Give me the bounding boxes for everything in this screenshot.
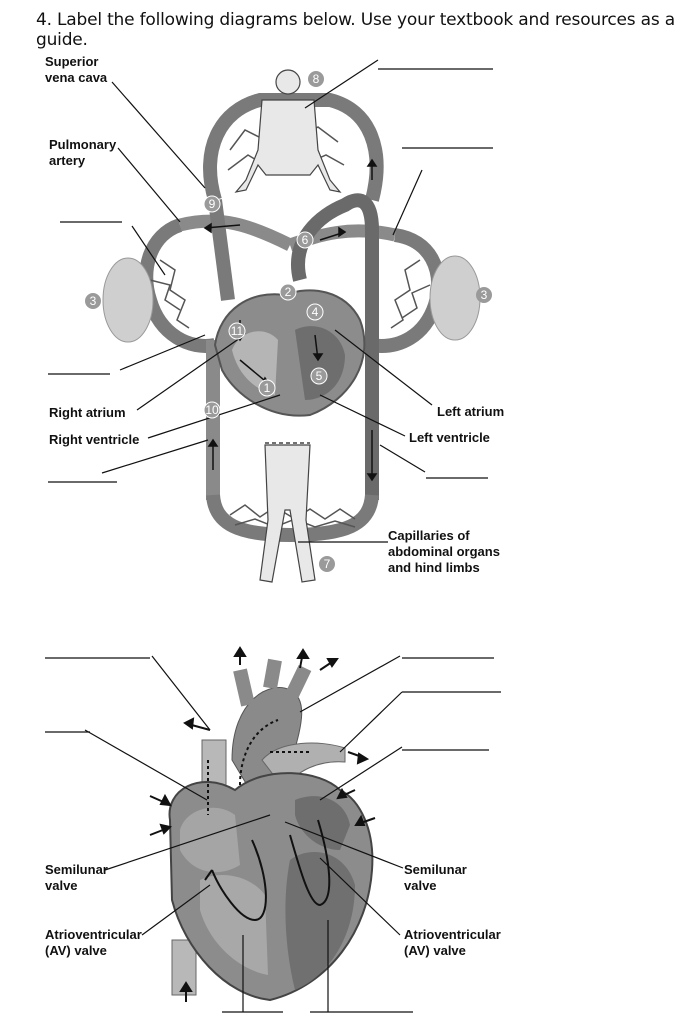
aorta	[232, 688, 302, 790]
badge-1	[259, 380, 275, 396]
left-atrium-chamber	[295, 796, 350, 850]
badge-4	[307, 304, 323, 320]
label-av-valve-left: Atrioventricular (AV) valve	[45, 927, 142, 958]
badge-5	[311, 368, 327, 384]
right-ventricle-chamber	[200, 875, 268, 975]
badge-7	[308, 71, 324, 87]
badge-2-text: 2	[284, 285, 292, 299]
label-left-atrium: Left atrium	[437, 404, 505, 419]
badge-8	[319, 556, 335, 572]
badge-5-text: 5	[315, 369, 323, 383]
label-pulmonary-artery: Pulmonary artery	[49, 137, 117, 168]
badge-1-text: 1	[263, 381, 271, 395]
label-right-ventricle: Right ventricle	[49, 432, 140, 447]
badge-9	[204, 196, 220, 212]
aorta-branches	[240, 660, 305, 705]
badge-3-right-text: 3	[480, 288, 488, 302]
left-ventricle-chamber	[285, 852, 355, 990]
label-semilunar-valve-right: Semilunar valve	[404, 862, 467, 893]
badge-3-left	[85, 293, 101, 309]
label-av-valve-right: Atrioventricular (AV) valve	[404, 927, 501, 958]
pulmonary-loop-left	[146, 225, 215, 346]
lung-left	[103, 258, 153, 342]
label-right-atrium: Right atrium	[49, 405, 126, 420]
badge-3-left-text: 3	[89, 294, 97, 308]
chamber-flow-lines	[205, 820, 329, 920]
heart-flow-arrows	[150, 648, 375, 1002]
vena-cava-vessel	[215, 200, 228, 300]
badge-7-text: 8	[312, 72, 320, 86]
badge-9-text: 9	[208, 197, 216, 211]
pulmonary-trunk	[262, 743, 345, 790]
label-semilunar-valve-left: Semilunar valve	[45, 862, 108, 893]
pulmonary-loop-right	[370, 235, 438, 346]
question-text: 4. Label the following diagrams below. Use your textbook and resources as a guide.	[36, 10, 675, 50]
badge-6-text: 6	[301, 233, 309, 247]
badge-2	[280, 284, 296, 300]
label-capillaries: Capillaries of abdominal organs and hind limbs	[388, 528, 500, 575]
right-atrium-chamber	[180, 808, 240, 872]
heart-body	[170, 773, 373, 1000]
badge-6	[297, 232, 313, 248]
superior-vena-cava	[202, 740, 226, 800]
badge-4-text: 4	[311, 305, 319, 319]
pulmonary-artery-vessel	[180, 221, 290, 245]
badge-10	[204, 402, 220, 418]
inferior-vena-cava	[172, 940, 196, 995]
badge-11-text: 11	[230, 324, 244, 338]
label-superior-vena-cava: Superior vena cava	[45, 54, 108, 85]
badge-8-text: 7	[323, 557, 331, 571]
badge-11	[229, 323, 245, 339]
badge-3-right	[476, 287, 492, 303]
lung-right	[430, 256, 480, 340]
label-left-ventricle: Left ventricle	[409, 430, 490, 445]
lower-body-figure	[260, 445, 315, 582]
dotted-flow	[208, 720, 312, 815]
badge-10-text: 10	[205, 403, 219, 417]
